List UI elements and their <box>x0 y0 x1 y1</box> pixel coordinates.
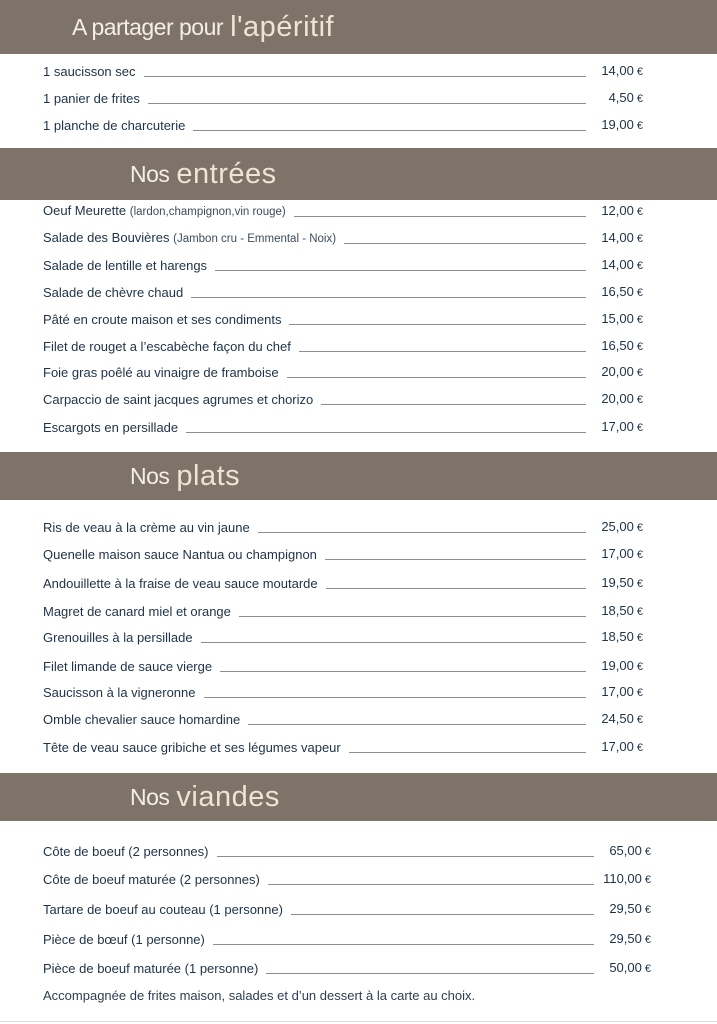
currency-symbol: € <box>636 287 643 299</box>
price-value: 65,00 <box>609 843 642 858</box>
item-price <box>589 657 643 676</box>
currency-symbol: € <box>636 394 643 406</box>
item-name-text: Omble chevalier sauce homardine <box>43 712 241 727</box>
leader-line <box>294 216 586 217</box>
price-value: 18,50 <box>601 603 634 618</box>
price-value: 4,50 <box>608 90 634 105</box>
price-value: 17,00 <box>601 546 634 561</box>
price-value: 18,50 <box>601 629 634 644</box>
menu-item <box>43 603 643 621</box>
price-value: 29,50 <box>609 901 642 916</box>
currency-symbol: € <box>636 367 643 379</box>
currency-symbol: € <box>636 549 643 561</box>
item-name-text: 1 saucisson sec <box>43 64 136 79</box>
item-name-text: Saucisson à la vigneronne <box>43 685 196 700</box>
leader-line <box>268 884 594 885</box>
item-name-text: Côte de boeuf maturée (2 personnes) <box>43 872 260 887</box>
menu-item <box>43 684 643 702</box>
price-value: 17,00 <box>601 684 634 699</box>
item-name-text: Foie gras poêlé au vinaigre de framboise <box>43 365 279 380</box>
price-value: 25,00 <box>601 519 634 534</box>
item-detail: (Jambon cru - Emmental - Noix) <box>173 233 337 245</box>
menu-item <box>43 338 643 356</box>
item-name-text: Carpaccio de saint jacques agrumes et chorizo <box>43 392 314 407</box>
item-name-text: Pièce de bœuf (1 personne) <box>43 932 205 947</box>
item-price <box>589 337 643 356</box>
item-price <box>589 116 643 135</box>
menu-item <box>43 203 643 221</box>
menu-item <box>43 843 651 861</box>
item-name <box>43 63 136 81</box>
item-price <box>597 930 651 949</box>
section-title-small: Nos <box>130 783 170 810</box>
menu-item <box>43 364 643 382</box>
item-name <box>43 711 240 729</box>
item-price <box>589 62 643 81</box>
price-value: 17,00 <box>601 739 634 754</box>
currency-symbol: € <box>636 687 643 699</box>
leader-line <box>291 914 594 915</box>
menu-item <box>43 871 651 889</box>
item-price <box>589 229 643 248</box>
price-value: 14,00 <box>601 230 634 245</box>
section-title-small: Nos <box>130 160 170 187</box>
item-name <box>43 546 317 564</box>
leader-line <box>239 616 586 617</box>
menu-item <box>43 931 651 949</box>
currency-symbol: € <box>644 846 651 858</box>
price-value: 16,50 <box>601 284 634 299</box>
currency-symbol: € <box>636 632 643 644</box>
menu-item <box>43 960 651 978</box>
item-price <box>589 683 643 702</box>
item-name <box>43 575 318 593</box>
leader-line <box>321 404 586 405</box>
divider <box>0 1021 717 1022</box>
leader-line <box>266 973 594 974</box>
currency-symbol: € <box>644 874 651 886</box>
price-value: 50,00 <box>609 960 642 975</box>
price-value: 20,00 <box>601 391 634 406</box>
leader-line <box>144 76 587 77</box>
price-value: 20,00 <box>601 364 634 379</box>
item-price <box>597 870 651 889</box>
price-value: 14,00 <box>601 257 634 272</box>
item-name <box>43 843 209 861</box>
currency-symbol: € <box>636 341 643 353</box>
menu-item <box>43 90 643 108</box>
item-price <box>597 959 651 978</box>
item-name <box>43 419 178 437</box>
item-price <box>589 283 643 302</box>
currency-symbol: € <box>636 93 643 105</box>
currency-symbol: € <box>636 714 643 726</box>
currency-symbol: € <box>644 904 651 916</box>
menu-item <box>43 284 643 302</box>
menu-item <box>43 311 643 329</box>
item-name <box>43 871 260 889</box>
item-price <box>589 602 643 621</box>
menu-item <box>43 519 643 537</box>
item-name-text: Filet limande de sauce vierge <box>43 659 213 674</box>
item-name-text: Quenelle maison sauce Nantua ou champignon <box>43 547 317 562</box>
item-price <box>589 256 643 275</box>
item-detail: (lardon,champignon,vin rouge) <box>129 206 286 218</box>
leader-line <box>326 588 586 589</box>
price-value: 15,00 <box>601 311 634 326</box>
item-name <box>43 311 281 329</box>
item-name <box>43 90 140 108</box>
menu-item <box>43 419 643 437</box>
currency-symbol: € <box>636 260 643 272</box>
item-name-text: Tartare de boeuf au couteau (1 personne) <box>43 902 283 917</box>
section-title-large: viandes <box>176 780 280 813</box>
item-name-text: Pièce de boeuf maturée (1 personne) <box>43 961 259 976</box>
section-title-large: plats <box>176 459 241 492</box>
menu-item <box>43 901 651 919</box>
currency-symbol: € <box>636 120 643 132</box>
currency-symbol: € <box>636 661 643 673</box>
item-name <box>43 284 183 302</box>
section-header-aperitif <box>0 0 717 54</box>
currency-symbol: € <box>636 578 643 590</box>
leader-line <box>204 697 587 698</box>
section-header-viandes <box>0 773 717 821</box>
item-name-text: Côte de boeuf (2 personnes) <box>43 844 209 859</box>
currency-symbol: € <box>636 233 643 245</box>
item-name <box>43 338 291 356</box>
menu-item <box>43 546 643 564</box>
price-value: 19,00 <box>601 117 634 132</box>
item-name <box>43 229 336 248</box>
item-price <box>589 628 643 647</box>
leader-line <box>215 270 586 271</box>
leader-line <box>344 243 586 244</box>
price-value: 12,00 <box>601 203 634 218</box>
currency-symbol: € <box>644 963 651 975</box>
leader-line <box>193 130 586 131</box>
menu-item <box>43 711 643 729</box>
item-name <box>43 931 205 949</box>
item-price <box>597 842 651 861</box>
item-name-text: Oeuf Meurette <box>43 203 127 218</box>
price-value: 16,50 <box>601 338 634 353</box>
item-name-text: Grenouilles à la persillade <box>43 630 193 645</box>
price-value: 24,50 <box>601 711 634 726</box>
item-price <box>589 310 643 329</box>
price-value: 110,00 <box>603 871 642 886</box>
item-name-text: Salade de chèvre chaud <box>43 285 184 300</box>
item-name-text: Salade de lentille et harengs <box>43 258 208 273</box>
item-price <box>589 390 643 409</box>
item-name <box>43 364 279 382</box>
price-value: 14,00 <box>601 63 634 78</box>
menu-item <box>43 257 643 275</box>
item-name <box>43 603 231 621</box>
item-price <box>589 89 643 108</box>
menu-item <box>43 739 643 757</box>
item-name <box>43 117 185 135</box>
menu-item <box>43 230 643 248</box>
item-price <box>589 202 643 221</box>
leader-line <box>349 752 586 753</box>
item-price <box>589 418 643 437</box>
currency-symbol: € <box>636 742 643 754</box>
section-header-entrees <box>0 148 717 200</box>
leader-line <box>248 724 586 725</box>
currency-symbol: € <box>636 206 643 218</box>
leader-line <box>287 377 586 378</box>
item-name <box>43 257 207 275</box>
item-name <box>43 901 283 919</box>
leader-line <box>258 532 586 533</box>
item-name <box>43 684 196 702</box>
leader-line <box>299 351 586 352</box>
price-value: 19,00 <box>601 658 634 673</box>
item-name <box>43 658 212 676</box>
item-name <box>43 202 286 221</box>
item-price <box>589 545 643 564</box>
price-value: 29,50 <box>609 931 642 946</box>
item-price <box>589 363 643 382</box>
price-value: 19,50 <box>601 575 634 590</box>
section-title-small: Nos <box>130 462 170 489</box>
currency-symbol: € <box>636 422 643 434</box>
item-name-text: Ris de veau à la crème au vin jaune <box>43 520 250 535</box>
currency-symbol: € <box>636 314 643 326</box>
section-title-small: A partager pour <box>72 13 224 40</box>
leader-line <box>289 324 586 325</box>
item-name <box>43 391 313 409</box>
item-name <box>43 629 193 647</box>
leader-line <box>213 944 594 945</box>
currency-symbol: € <box>636 606 643 618</box>
menu-item <box>43 391 643 409</box>
item-name-text: Magret de canard miel et orange <box>43 604 231 619</box>
item-name-text: Andouillette à la fraise de veau sauce moutarde <box>43 576 318 591</box>
leader-line <box>220 671 586 672</box>
price-value: 17,00 <box>601 419 634 434</box>
item-name-text: 1 panier de frites <box>43 91 140 106</box>
item-name-text: Pâté en croute maison et ses condiments <box>43 312 282 327</box>
item-name-text: Escargots en persillade <box>43 420 179 435</box>
item-name-text: Tête de veau sauce gribiche et ses légumes vapeur <box>43 740 341 755</box>
item-name <box>43 519 250 537</box>
section-title-large: l'apéritif <box>230 10 335 43</box>
item-price <box>589 738 643 757</box>
menu-item <box>43 575 643 593</box>
menu-item <box>43 63 643 81</box>
item-name <box>43 739 341 757</box>
item-price <box>589 710 643 729</box>
viandes-note: Accompagnée de frites maison, salades et d’un dessert à la carte au choix. <box>43 988 476 1003</box>
leader-line <box>148 103 586 104</box>
item-name-text: 1 planche de charcuterie <box>43 118 186 133</box>
leader-line <box>186 432 586 433</box>
leader-line <box>217 856 595 857</box>
item-name-text: Salade des Bouvières <box>43 230 170 245</box>
item-name-text: Filet de rouget a l’escabèche façon du chef <box>43 339 291 354</box>
currency-symbol: € <box>644 934 651 946</box>
section-header-plats <box>0 452 717 500</box>
leader-line <box>325 559 586 560</box>
item-name <box>43 960 258 978</box>
menu-item <box>43 629 643 647</box>
leader-line <box>191 297 586 298</box>
currency-symbol: € <box>636 66 643 78</box>
item-price <box>589 518 643 537</box>
leader-line <box>201 642 586 643</box>
item-price <box>597 900 651 919</box>
menu-item <box>43 658 643 676</box>
section-title-large: entrées <box>176 157 277 190</box>
item-price <box>589 574 643 593</box>
menu-item <box>43 117 643 135</box>
currency-symbol: € <box>636 522 643 534</box>
